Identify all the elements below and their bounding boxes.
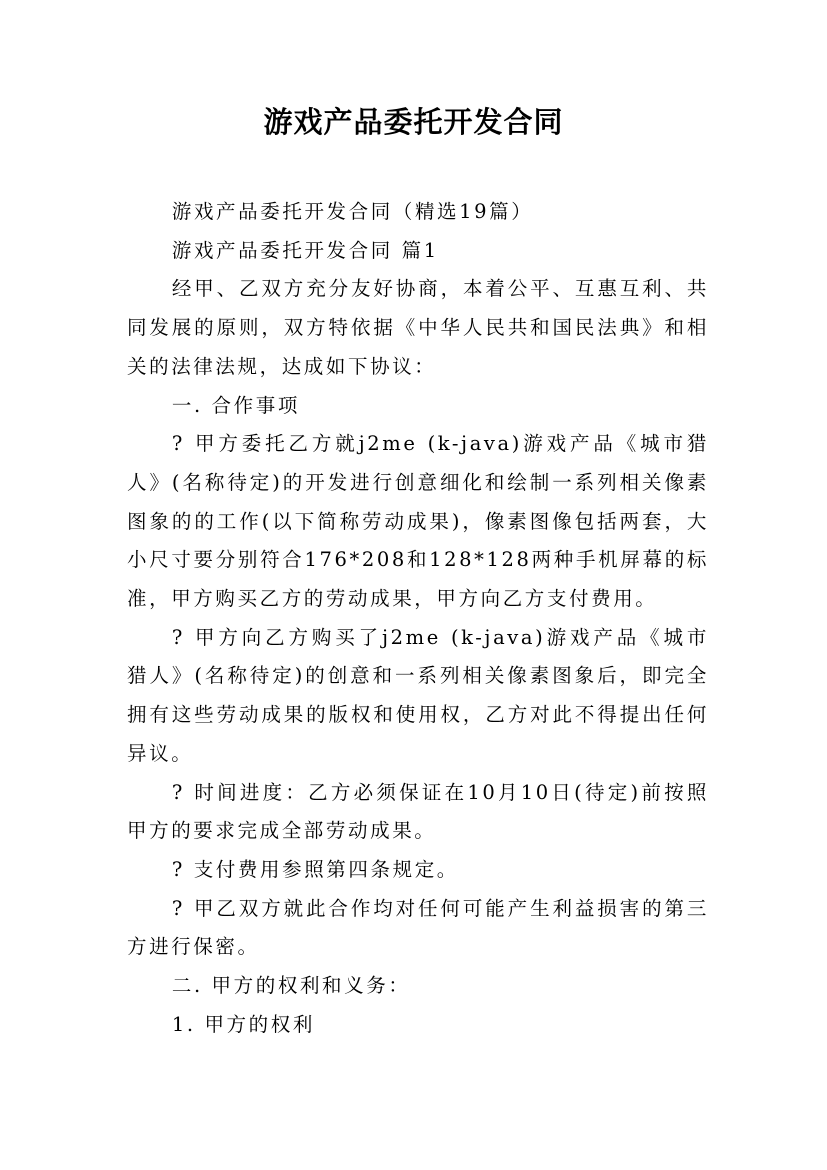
paragraph-item-commission: ? 甲方委托乙方就j2me (k-java)游戏产品《城市猎人》(名称待定)的开发进行创意细化和绘制一系列相关像素图象的的工作(以下简称劳动成果)，像素图像包括两套，大小尺寸要分别符合176*208和128*128两种手机屏幕的标准，甲方购买乙方的劳动成果，甲方向乙方支付费用。 — [127, 432, 709, 611]
paragraph-section-heading: 游戏产品委托开发合同 篇1 — [171, 238, 439, 262]
document-title: 游戏产品委托开发合同 — [263, 105, 564, 139]
paragraph-item-confidentiality: ? 甲乙双方就此合作均对任何可能产生利益损害的第三方进行保密。 — [127, 896, 709, 959]
paragraph-heading-cooperation: 一. 合作事项 — [171, 393, 300, 417]
document-body — [127, 193, 709, 1044]
paragraph-preamble: 经甲、乙双方充分友好协商，本着公平、互惠互利、共同发展的原则，双方特依据《中华人民共和国民法典》和相关的法律法规，达成如下协议： — [127, 277, 709, 378]
paragraph-heading-party-a-rights: 二. 甲方的权利和义务： — [171, 974, 411, 998]
paragraph-item-copyright: ? 甲方向乙方购买了j2me (k-java)游戏产品《城市猎人》(名称待定)的创意和一系列相关像素图象后，即完全拥有这些劳动成果的版权和使用权，乙方对此不得提出任何异议。 — [127, 625, 709, 765]
paragraph-subheading-party-a-rights: 1. 甲方的权利 — [171, 1012, 315, 1036]
paragraph-item-payment: ? 支付费用参照第四条规定。 — [171, 857, 459, 881]
paragraph-subtitle: 游戏产品委托开发合同（精选19篇） — [171, 200, 534, 223]
paragraph-item-schedule: ? 时间进度：乙方必须保证在10月10日(待定)前按照甲方的要求完成全部劳动成果。 — [127, 780, 709, 843]
